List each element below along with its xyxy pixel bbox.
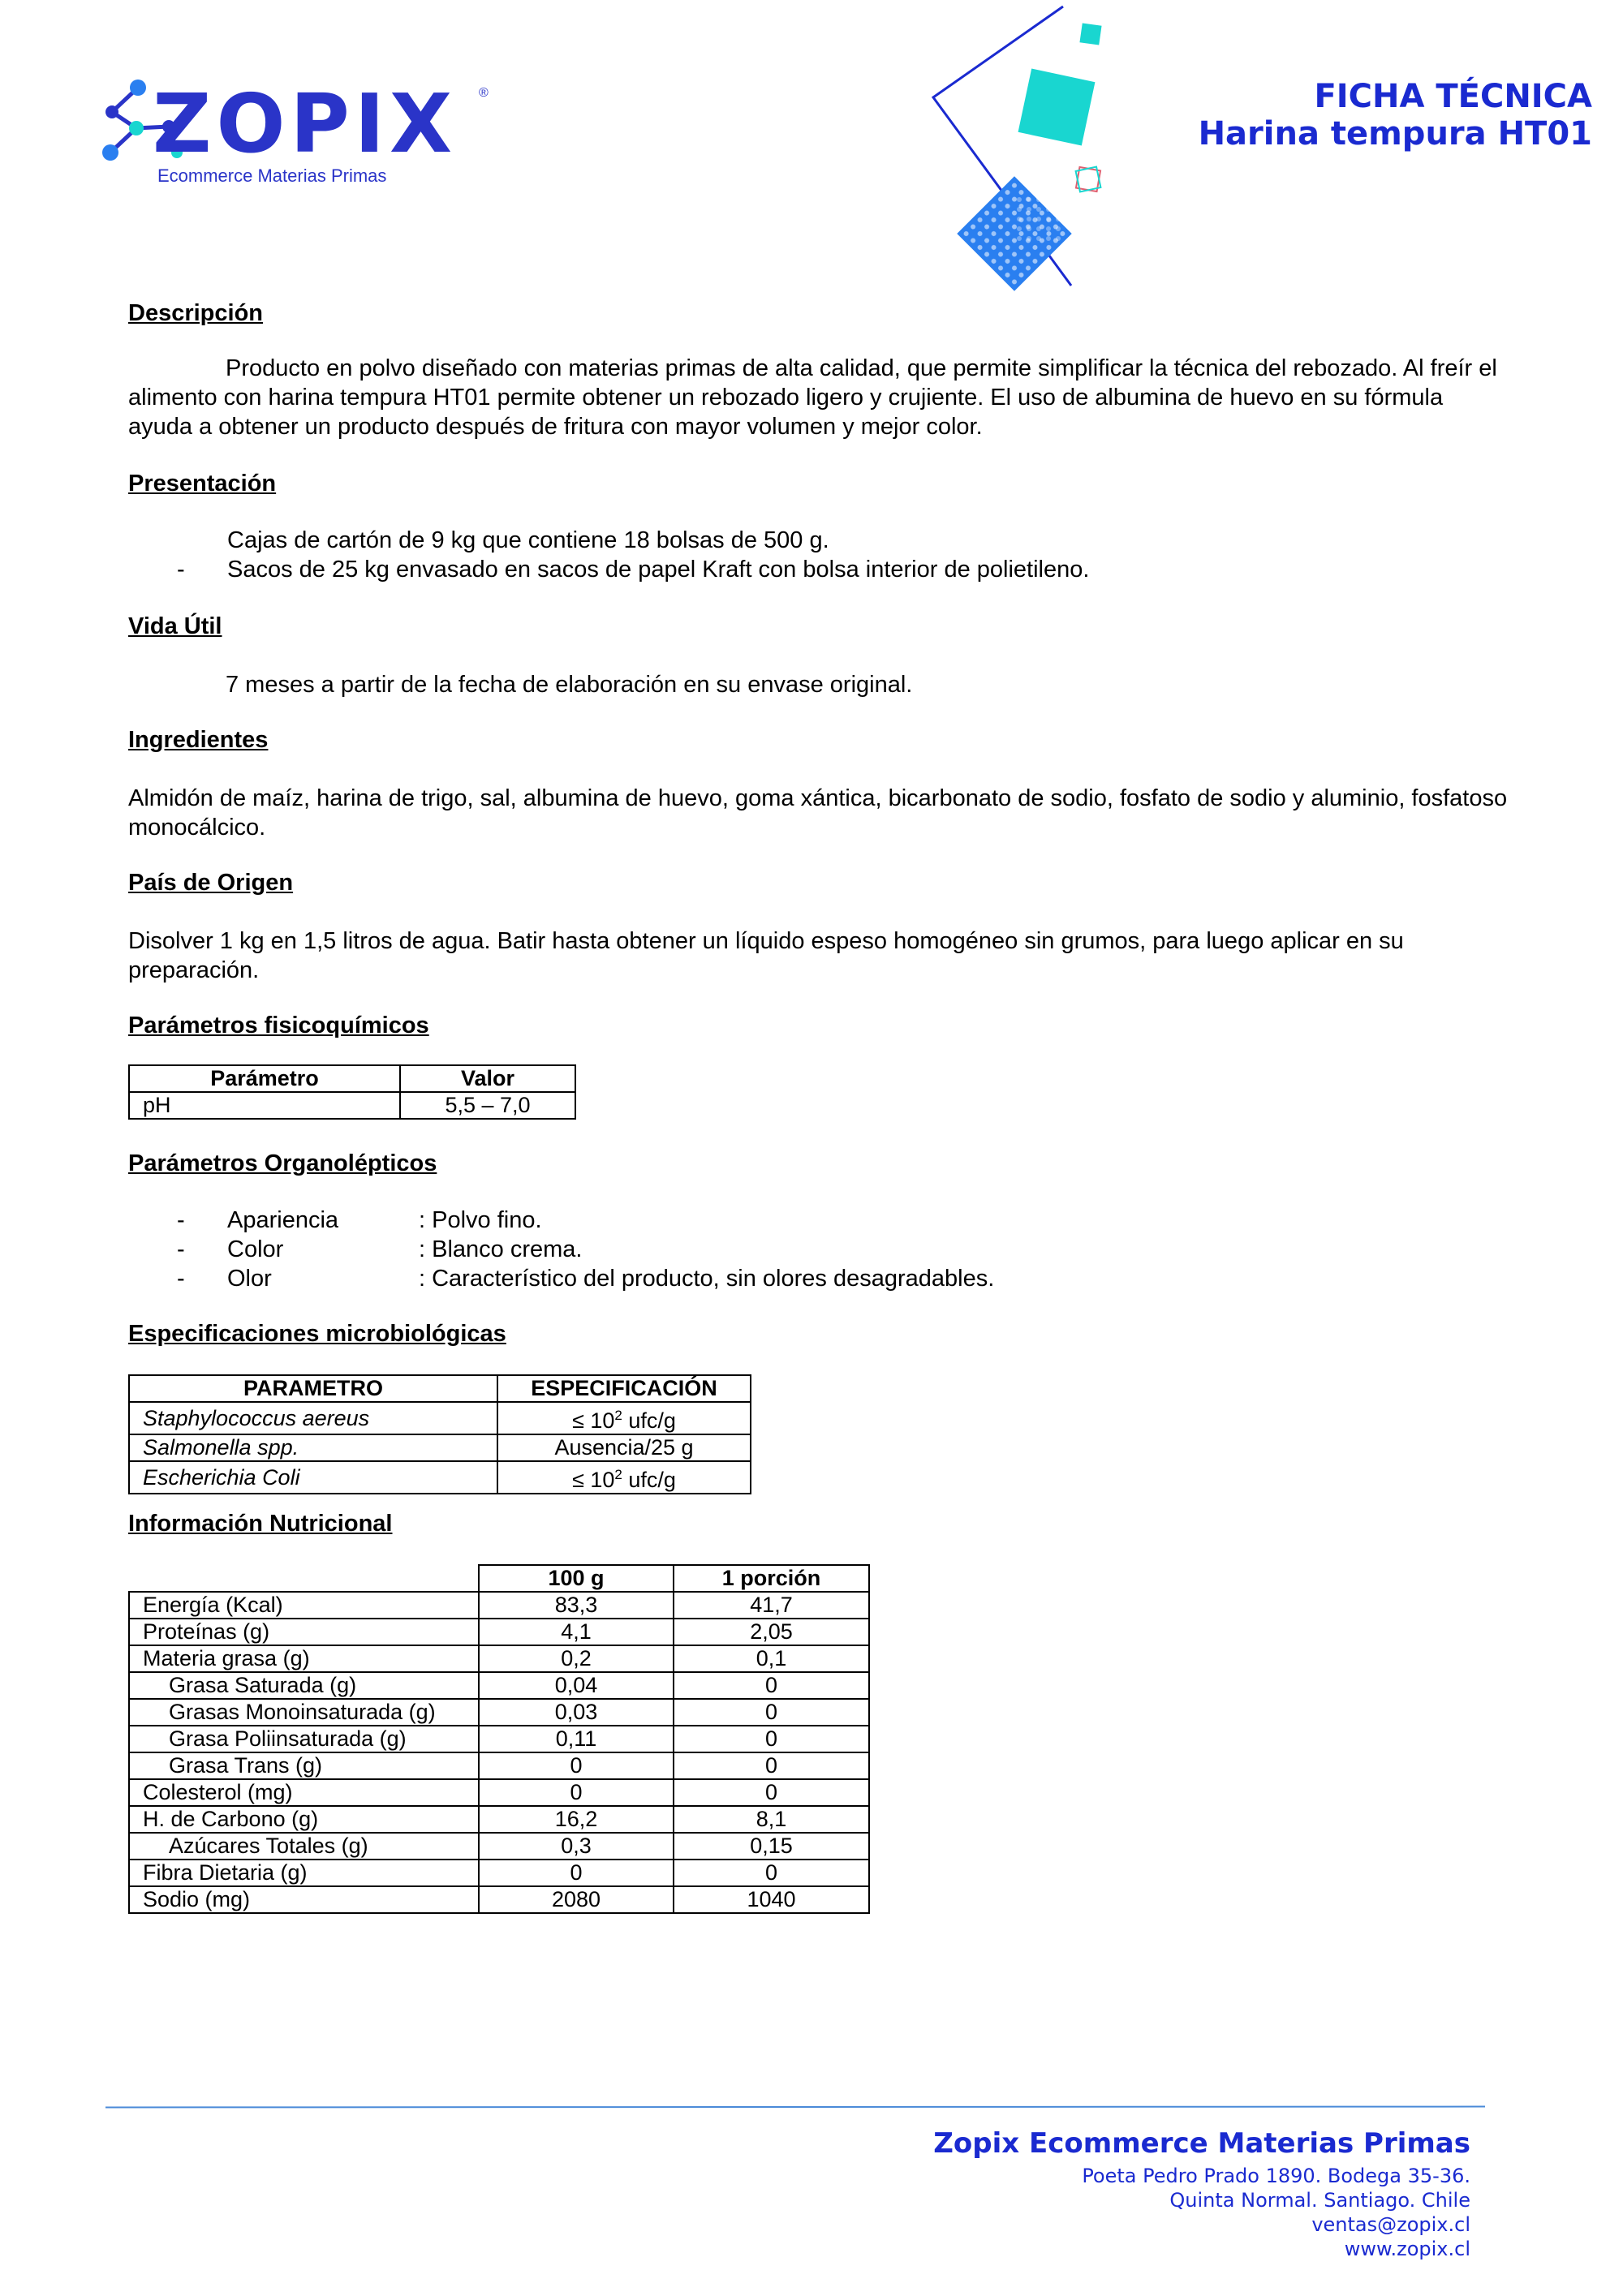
table-row [129, 1434, 751, 1461]
table-row [129, 1699, 869, 1726]
table-cell [497, 1434, 751, 1461]
nutrient-value: 0 [674, 1672, 869, 1699]
table-row [129, 1592, 869, 1619]
column-header: Valor [400, 1065, 575, 1092]
pais-origen-text: Disolver 1 kg en 1,5 litros de agua. Batir hasta obtener un líquido espeso homogéneo sin grumos, para luego aplicar en su preparación. [128, 928, 1404, 983]
heading-vida-util: Vida Útil [128, 613, 222, 639]
nutrient-value: 0,3 [479, 1833, 674, 1860]
table-row [129, 1461, 751, 1494]
nutrient-label: Grasa Poliinsaturada (g) [129, 1726, 479, 1752]
table-cell: pH [129, 1092, 400, 1119]
nutrient-value: 0 [674, 1699, 869, 1726]
column-header: Parámetro [129, 1065, 400, 1092]
table-row [129, 1860, 869, 1886]
spec-unit: ufc/g [622, 1408, 676, 1433]
nutrient-label: Proteínas (g) [129, 1619, 479, 1645]
list-bullet: - [177, 1207, 185, 1233]
list-bullet: - [177, 1236, 185, 1262]
nutrition-table [128, 1564, 870, 1914]
nutrient-label: Grasa Saturada (g) [129, 1672, 479, 1699]
list-label: Apariencia [227, 1207, 339, 1233]
nutrient-value: 4,1 [479, 1619, 674, 1645]
nutrient-value: 0,1 [674, 1645, 869, 1672]
table-row [129, 1672, 869, 1699]
table-cell: Escherichia Coli [129, 1461, 497, 1494]
heading-descripcion: Descripción [128, 300, 263, 326]
heading-fisicoquimicos: Parámetros fisicoquímicos [128, 1013, 429, 1038]
table-cell: 5,5 – 7,0 [400, 1092, 575, 1119]
list-text: Cajas de cartón de 9 kg que contiene 18 bolsas de 500 g. [227, 527, 829, 553]
zopix-logo [88, 63, 489, 193]
spec-exponent: 2 [614, 1467, 622, 1482]
nutrient-value: 1040 [674, 1886, 869, 1913]
column-header: ESPECIFICACIÓN [497, 1375, 751, 1402]
table-row [129, 1092, 575, 1119]
nutrient-value: 0 [479, 1860, 674, 1886]
nutrient-label: H. de Carbono (g) [129, 1806, 479, 1833]
nutrient-value: 0,03 [479, 1699, 674, 1726]
nutrient-label: Azúcares Totales (g) [129, 1833, 479, 1860]
list-bullet: - [177, 1266, 185, 1292]
nutrient-value: 41,7 [674, 1592, 869, 1619]
table-row [129, 1645, 869, 1672]
logo-tagline: Ecommerce Materias Primas [157, 166, 387, 186]
list-value: : Blanco crema. [419, 1236, 583, 1262]
nutrient-value: 8,1 [674, 1806, 869, 1833]
nutrient-value: 0,04 [479, 1672, 674, 1699]
table-cell [497, 1461, 751, 1494]
nutrient-value: 2,05 [674, 1619, 869, 1645]
table-cell: Salmonella spp. [129, 1434, 497, 1461]
column-header: 100 g [479, 1565, 674, 1592]
table-row [129, 1779, 869, 1806]
fisicoquimicos-table [128, 1064, 576, 1120]
spec-value: ≤ 10 [572, 1408, 615, 1433]
heading-microbiologicas: Especificaciones microbiológicas [128, 1321, 506, 1347]
footer-email[interactable]: ventas@zopix.cl [1311, 2213, 1470, 2236]
spec-unit: ufc/g [622, 1468, 676, 1492]
nutrient-value: 2080 [479, 1886, 674, 1913]
list-value: : Polvo fino. [419, 1207, 542, 1233]
nutrient-label: Sodio (mg) [129, 1886, 479, 1913]
table-row [129, 1806, 869, 1833]
descripcion-text: Producto en polvo diseñado con materias primas de alta calidad, que permite simplificar la técnica del rebozado. Al freír el alimento con harina tempura HT01 permite obtener un rebozado ligero y crujiente. El uso de albumina de huevo en su fórmula ayuda a obtener un producto después de fritura con mayor volumen y mejor color. [128, 355, 1497, 440]
nutrient-value: 0 [479, 1779, 674, 1806]
table-cell: Staphylococcus aereus [129, 1402, 497, 1434]
empty-header-cell [129, 1565, 479, 1592]
list-label: Color [227, 1236, 284, 1262]
table-header-row [129, 1375, 751, 1402]
table-row [129, 1619, 869, 1645]
nutrient-label: Grasa Trans (g) [129, 1752, 479, 1779]
table-header-row [129, 1565, 869, 1592]
nutrient-label: Energía (Kcal) [129, 1592, 479, 1619]
nutrient-value: 0 [674, 1752, 869, 1779]
footer-company: Zopix Ecommerce Materias Primas [933, 2127, 1470, 2160]
nutrient-label: Colesterol (mg) [129, 1779, 479, 1806]
nutrient-label: Fibra Dietaria (g) [129, 1860, 479, 1886]
table-row [129, 1886, 869, 1913]
column-header: 1 porción [674, 1565, 869, 1592]
list-bullet: - [177, 557, 185, 583]
heading-organolepticos: Parámetros Organolépticos [128, 1150, 437, 1176]
nutrient-value: 0 [674, 1726, 869, 1752]
spec-value: ≤ 10 [572, 1468, 615, 1492]
document-title: FICHA TÉCNICA [1314, 78, 1592, 115]
spec-exponent: 2 [614, 1408, 622, 1423]
footer-divider [105, 2106, 1485, 2109]
registered-mark: ® [479, 86, 489, 100]
table-row [129, 1726, 869, 1752]
product-name: Harina tempura HT01 [1198, 115, 1592, 153]
nutrient-value: 0 [674, 1779, 869, 1806]
spec-value: Ausencia/25 g [554, 1435, 694, 1460]
list-value: : Característico del producto, sin olores desagradables. [419, 1266, 995, 1292]
column-header: PARAMETRO [129, 1375, 497, 1402]
ingredientes-text: Almidón de maíz, harina de trigo, sal, albumina de huevo, goma xántica, bicarbonato de sodio, fosfato de sodio y aluminio, fosfatoso monocálcico. [128, 785, 1508, 841]
nutrient-value: 83,3 [479, 1592, 674, 1619]
decorative-shapes-graphic [917, 0, 1128, 292]
nutrient-value: 0 [674, 1860, 869, 1886]
table-cell [497, 1402, 751, 1434]
table-row [129, 1402, 751, 1434]
heading-pais-origen: País de Origen [128, 870, 294, 896]
list-text: Sacos de 25 kg envasado en sacos de papel Kraft con bolsa interior de polietileno. [227, 557, 1090, 583]
nutrient-label: Grasas Monoinsaturada (g) [129, 1699, 479, 1726]
nutrient-value: 0,2 [479, 1645, 674, 1672]
footer-website[interactable]: www.zopix.cl [1344, 2238, 1470, 2260]
footer-address-line2: Quinta Normal. Santiago. Chile [1169, 2189, 1470, 2212]
heading-ingredientes: Ingredientes [128, 727, 269, 753]
nutrient-label: Materia grasa (g) [129, 1645, 479, 1672]
nutrient-value: 0,15 [674, 1833, 869, 1860]
microbiologicas-table [128, 1374, 751, 1494]
vida-util-text: 7 meses a partir de la fecha de elaboración en su envase original. [226, 672, 913, 698]
logo-wordmark: ZOPIX [153, 76, 458, 171]
table-header-row [129, 1065, 575, 1092]
heading-presentacion: Presentación [128, 471, 277, 497]
heading-nutricional: Información Nutricional [128, 1511, 393, 1537]
list-label: Olor [227, 1266, 272, 1292]
footer-address-line1: Poeta Pedro Prado 1890. Bodega 35-36. [1082, 2165, 1470, 2187]
table-row [129, 1833, 869, 1860]
table-row [129, 1752, 869, 1779]
nutrient-value: 16,2 [479, 1806, 674, 1833]
nutrient-value: 0 [479, 1752, 674, 1779]
nutrient-value: 0,11 [479, 1726, 674, 1752]
